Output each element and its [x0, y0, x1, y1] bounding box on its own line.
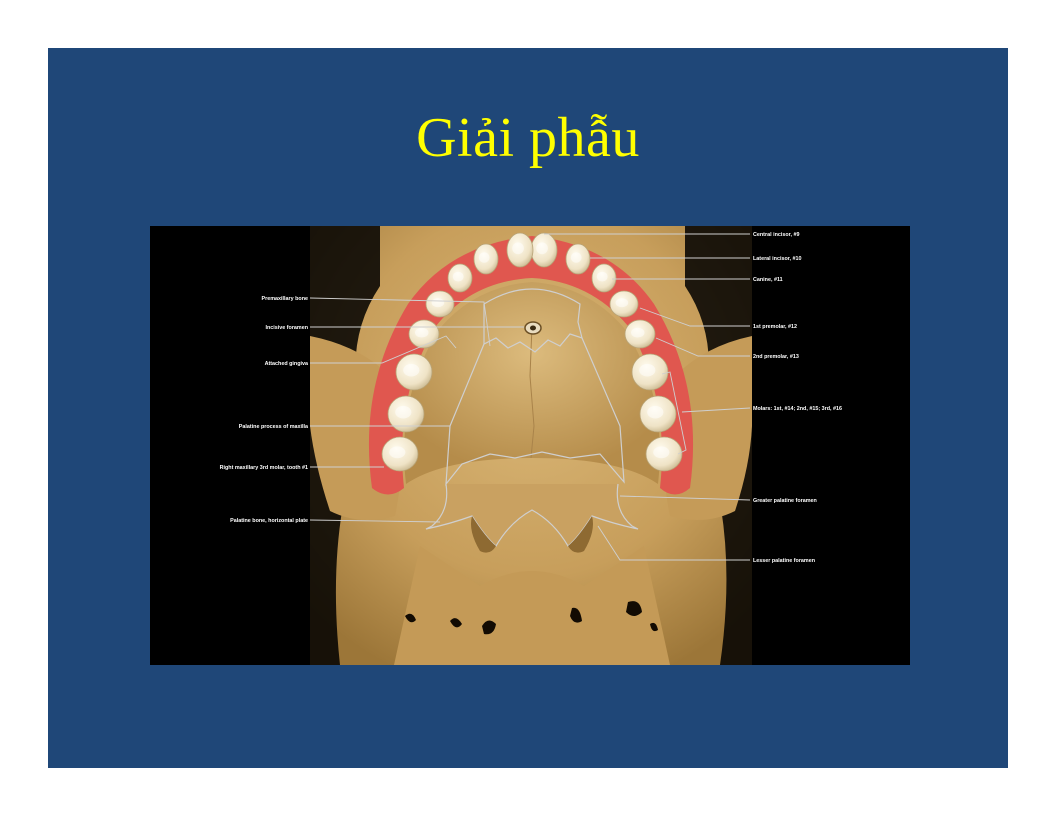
label-greater-palatine: Greater palatine foramen: [753, 498, 817, 504]
slide: [48, 48, 1008, 768]
tooth-left-first-premolar-highlight: [432, 298, 445, 307]
tooth-left-third-molar-highlight: [389, 446, 405, 458]
label-first-premolar: 1st premolar, #12: [753, 324, 798, 330]
tooth-right-first-molar-highlight: [639, 364, 655, 377]
tooth-left-second-molar-highlight: [395, 406, 411, 419]
tooth-right-first-premolar-highlight: [616, 298, 629, 307]
tooth-right-canine-highlight: [597, 272, 608, 282]
palate-anatomy-figure: [150, 226, 910, 665]
label-lesser-palatine: Lesser palatine foramen: [753, 558, 816, 564]
slide-title: Giải phẫu: [416, 107, 640, 169]
palate-diagram: [150, 226, 910, 665]
tooth-right-central-incisor-highlight: [536, 242, 548, 254]
label-canine: Canine, #11: [753, 277, 783, 283]
label-lateral-incisor: Lateral incisor, #10: [753, 256, 802, 262]
tooth-left-central-incisor-highlight: [512, 242, 524, 254]
tooth-right-second-premolar-highlight: [631, 328, 645, 338]
tooth-left-canine-highlight: [453, 272, 464, 282]
label-second-premolar: 2nd premolar, #13: [753, 354, 799, 360]
tooth-left-first-molar-highlight: [403, 364, 419, 377]
tooth-right-lateral-incisor-highlight: [571, 252, 582, 263]
incisive-foramen-hole: [530, 326, 536, 331]
tooth-left-second-premolar-highlight: [415, 328, 429, 338]
label-third-molar: Right maxillary 3rd molar, tooth #1: [219, 465, 308, 471]
label-palatine-process: Palatine process of maxilla: [238, 424, 308, 430]
label-palatine-bone: Palatine bone, horizontal plate: [230, 518, 308, 524]
label-incisive-foramen: Incisive foramen: [265, 325, 308, 331]
label-attached-gingiva: Attached gingiva: [264, 361, 308, 367]
tooth-left-lateral-incisor-highlight: [479, 252, 490, 263]
tooth-right-third-molar-highlight: [653, 446, 669, 458]
label-molars: Molars: 1st, #14; 2nd, #15; 3rd, #16: [753, 406, 842, 412]
label-central-incisor: Central incisor, #9: [753, 232, 800, 238]
label-premaxillary-bone: Premaxillary bone: [261, 296, 308, 302]
tooth-right-second-molar-highlight: [647, 406, 663, 419]
